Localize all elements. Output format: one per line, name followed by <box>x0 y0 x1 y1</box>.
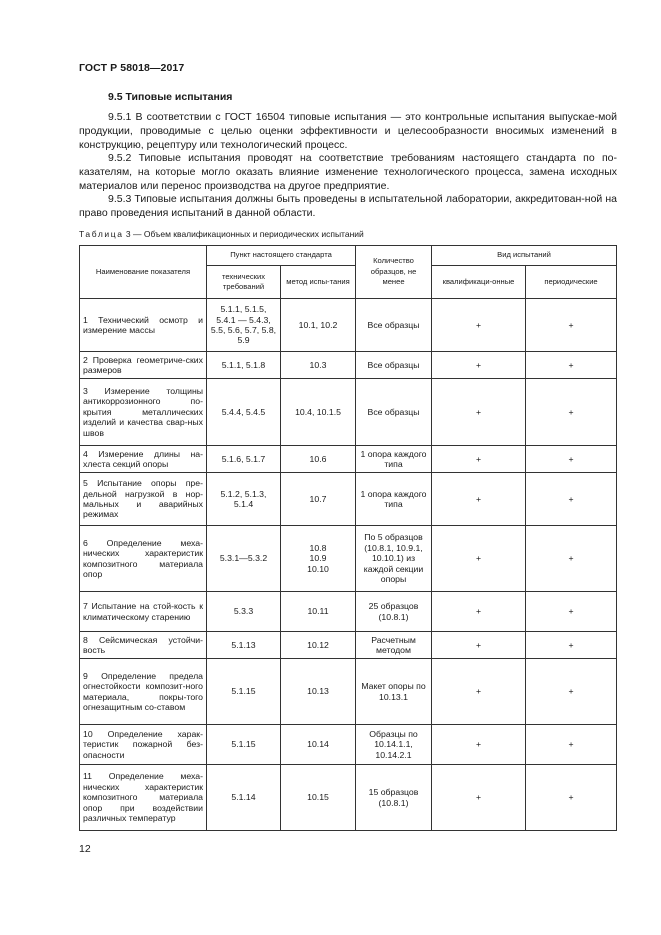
row-periodic: + <box>526 659 617 725</box>
row-qualification: + <box>432 379 526 446</box>
row-periodic: + <box>526 299 617 352</box>
row-qualification: + <box>432 765 526 831</box>
header-standard-clause: Пункт настоящего стандарта <box>207 246 356 266</box>
table-row <box>80 659 617 725</box>
header-qualification: квалификаци-онные <box>432 266 526 299</box>
row-indicator: 10 Определение харак-теристик пожарной без-опасности <box>80 725 207 765</box>
row-method: 10.15 <box>281 765 356 831</box>
row-quantity: Образцы по 10.14.1.1, 10.14.2.1 <box>356 725 432 765</box>
row-periodic: + <box>526 352 617 379</box>
row-method: 10.7 <box>281 473 356 526</box>
row-quantity: Расчетным методом <box>356 632 432 659</box>
paragraph-9-5-3: 9.5.3 Типовые испытания должны быть проведены в испытательной лаборатории, аккредитован-ной на право проведения испытаний в данной области. <box>79 193 617 219</box>
row-periodic: + <box>526 526 617 592</box>
row-requirements: 5.3.1—5.3.2 <box>207 526 281 592</box>
row-qualification: + <box>432 592 526 632</box>
row-requirements: 5.3.3 <box>207 592 281 632</box>
paragraph-9-5-1: 9.5.1 В соответствии с ГОСТ 16504 типовые испытания — это контрольные испытания выпускае-мой продукции, проводимые с целью оценки эффективности и целесообразности вносимых изменений в конструкцию, рецептуру или технологический процесс. <box>79 111 617 151</box>
row-indicator: 7 Испытание на стой-кость к климатическому старению <box>80 592 207 632</box>
page-number: 12 <box>79 843 91 855</box>
table-caption-label: Таблица <box>79 229 124 239</box>
header-name: Наименование показателя <box>80 246 207 299</box>
header-tech-requirements: технических требований <box>207 266 281 299</box>
row-quantity: 1 опора каждого типа <box>356 446 432 473</box>
row-indicator: 6 Определение меха-нических характеристик композитного материала опор <box>80 526 207 592</box>
table-row <box>80 765 617 831</box>
row-quantity: Макет опоры по 10.13.1 <box>356 659 432 725</box>
row-periodic: + <box>526 632 617 659</box>
row-qualification: + <box>432 299 526 352</box>
row-indicator: 8 Сейсмическая устойчи-вость <box>80 632 207 659</box>
row-requirements: 5.1.1, 5.1.5, 5.4.1 — 5.4.3, 5.5, 5.6, 5.7, 5.8, 5.9 <box>207 299 281 352</box>
row-quantity: Все образцы <box>356 352 432 379</box>
row-indicator: 2 Проверка геометриче-ских размеров <box>80 352 207 379</box>
row-qualification: + <box>432 632 526 659</box>
row-method: 10.12 <box>281 632 356 659</box>
row-method: 10.4, 10.1.5 <box>281 379 356 446</box>
row-periodic: + <box>526 446 617 473</box>
row-qualification: + <box>432 352 526 379</box>
row-requirements: 5.1.2, 5.1.3, 5.1.4 <box>207 473 281 526</box>
row-indicator: 4 Измерение длины на-хлеста секций опоры <box>80 446 207 473</box>
table-row <box>80 299 617 352</box>
row-quantity: 1 опора каждого типа <box>356 473 432 526</box>
row-quantity: Все образцы <box>356 379 432 446</box>
row-qualification: + <box>432 473 526 526</box>
row-indicator: 11 Определение меха-нических характеристик композитного материала опор при воздействии различных температур <box>80 765 207 831</box>
table-row <box>80 473 617 526</box>
document-code: ГОСТ Р 58018—2017 <box>79 62 185 74</box>
table-caption-text: 3 — Объем квалификационных и периодических испытаний <box>125 229 364 239</box>
row-method: 10.1, 10.2 <box>281 299 356 352</box>
row-quantity: По 5 образцов (10.8.1, 10.9.1, 10.10.1) из каждой секции опоры <box>356 526 432 592</box>
table-row <box>80 379 617 446</box>
row-quantity: Все образцы <box>356 299 432 352</box>
table-row <box>80 352 617 379</box>
row-quantity: 25 образцов (10.8.1) <box>356 592 432 632</box>
table-row <box>80 526 617 592</box>
row-periodic: + <box>526 765 617 831</box>
row-qualification: + <box>432 659 526 725</box>
row-periodic: + <box>526 725 617 765</box>
header-periodic: периодические <box>526 266 617 299</box>
row-requirements: 5.1.6, 5.1.7 <box>207 446 281 473</box>
row-requirements: 5.1.1, 5.1.8 <box>207 352 281 379</box>
header-sample-quantity: Количество образцов, не менее <box>356 246 432 299</box>
row-requirements: 5.1.15 <box>207 725 281 765</box>
row-indicator: 5 Испытание опоры пре-дельной нагрузкой в нор-мальных и аварийных режимах <box>80 473 207 526</box>
table-row <box>80 725 617 765</box>
row-qualification: + <box>432 725 526 765</box>
row-method: 10.14 <box>281 725 356 765</box>
row-method: 10.6 <box>281 446 356 473</box>
row-qualification: + <box>432 446 526 473</box>
table-row <box>80 592 617 632</box>
row-periodic: + <box>526 592 617 632</box>
header-test-type: Вид испытаний <box>432 246 617 266</box>
row-method: 10.3 <box>281 352 356 379</box>
row-periodic: + <box>526 473 617 526</box>
row-qualification: + <box>432 526 526 592</box>
row-requirements: 5.1.14 <box>207 765 281 831</box>
table-row <box>80 632 617 659</box>
row-indicator: 9 Определение предела огнестойкости композит-ного материала, покры-того огнезащитным со-ставом <box>80 659 207 725</box>
row-requirements: 5.4.4, 5.4.5 <box>207 379 281 446</box>
test-scope-table <box>79 245 617 831</box>
row-quantity: 15 образцов (10.8.1) <box>356 765 432 831</box>
row-periodic: + <box>526 379 617 446</box>
row-method: 10.13 <box>281 659 356 725</box>
section-title: 9.5 Типовые испытания <box>108 91 233 103</box>
row-method: 10.11 <box>281 592 356 632</box>
paragraph-9-5-2: 9.5.2 Типовые испытания проводят на соответствие требованиям настоящего стандарта по по-казателям, на которые могло оказать влияние изменение технологического процесса, замена исходных материалов или перенос производства на другое предприятие. <box>79 152 617 192</box>
row-indicator: 3 Измерение толщины антикоррозионного по-крытия металлических изделий и качества свар-ных швов <box>80 379 207 446</box>
table-header-row <box>80 246 617 266</box>
table-caption <box>79 229 364 239</box>
row-indicator: 1 Технический осмотр и измерение массы <box>80 299 207 352</box>
header-test-method: метод испы-тания <box>281 266 356 299</box>
row-method: 10.8 10.9 10.10 <box>281 526 356 592</box>
row-requirements: 5.1.15 <box>207 659 281 725</box>
row-requirements: 5.1.13 <box>207 632 281 659</box>
table-row <box>80 446 617 473</box>
